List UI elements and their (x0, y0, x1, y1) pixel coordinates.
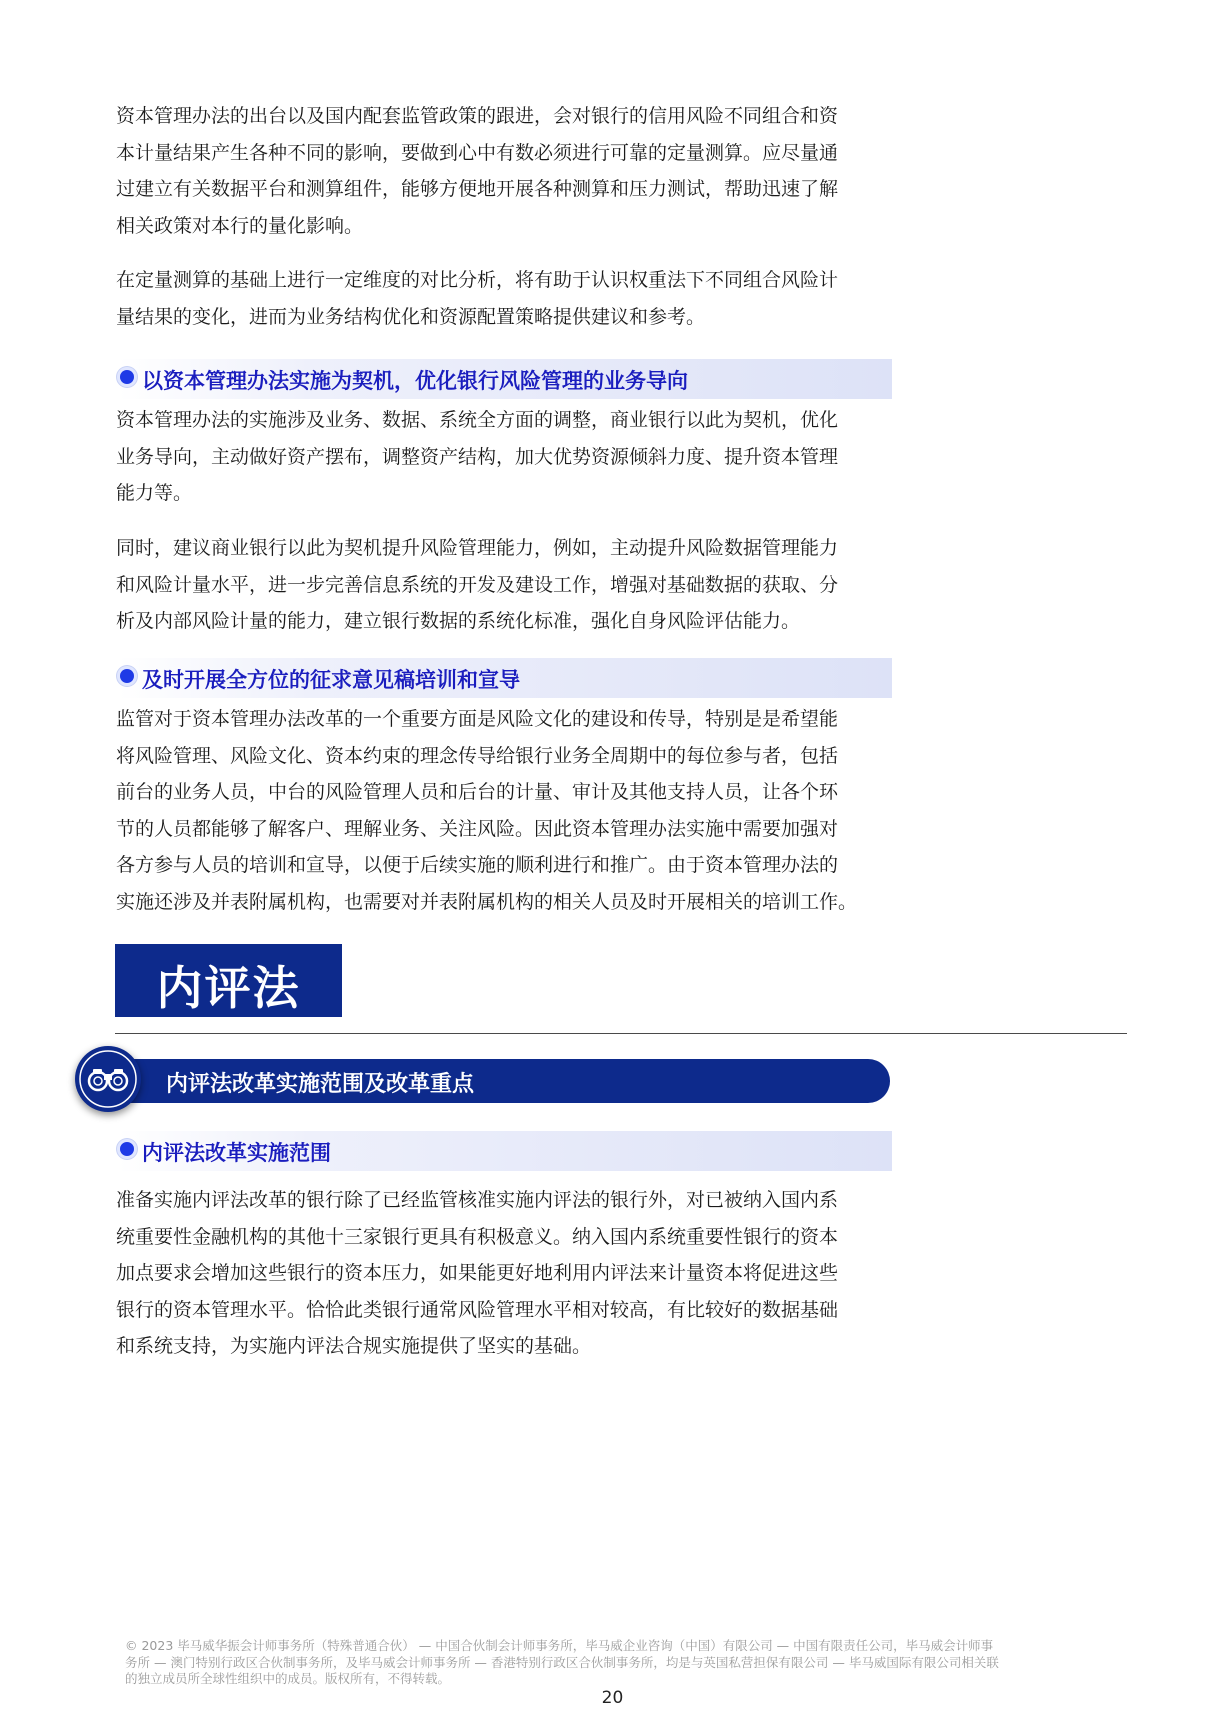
text-line: 资本管理办法的出台以及国内配套监管政策的跟进，会对银行的信用风险不同组合和资 (116, 105, 839, 127)
section-divider (115, 1033, 1127, 1034)
text-line: 节的人员都能够了解客户、理解业务、关注风险。因此资本管理办法实施中需要加强对 (116, 817, 839, 840)
text-line: 过建立有关数据平台和测算组件，能够方便地开展各种测算和压力测试，帮助迅速了解 (116, 178, 839, 201)
text-line: 能力等。 (116, 482, 193, 505)
subheading-training (118, 658, 892, 698)
footer-line: 的独立成员所全球性组织中的成员。版权所有，不得转载。 (125, 1671, 451, 1686)
text-line: 相关政策对本行的量化影响。 (116, 214, 364, 237)
paragraph-risk-culture (116, 701, 896, 921)
text-line: 监管对于资本管理办法改革的一个重要方面是风险文化的建设和传导，特别是是希望能 (116, 708, 839, 730)
copyright-footer (125, 1638, 1115, 1688)
subheading-scope (118, 1131, 892, 1171)
banner-title: 内评法改革实施范围及改革重点 (166, 1072, 475, 1097)
subheading-text: 及时开展全方位的征求意见稿培训和宣导 (142, 668, 520, 692)
text-line: 同时，建议商业银行以此为契机提升风险管理能力，例如，主动提升风险数据管理能力 (116, 537, 839, 559)
text-line: 资本管理办法的实施涉及业务、数据、系统全方面的调整，商业银行以此为契机，优化 (116, 409, 839, 431)
text-line: 各方参与人员的培训和宣导，以便于后续实施的顺利进行和推广。由于资本管理办法的 (116, 854, 839, 877)
binoculars-icon-graphic (75, 1046, 141, 1112)
paragraph-quantitative-measurement (116, 98, 896, 244)
page-number: 20 (601, 1688, 624, 1708)
text-line: 实施还涉及并表附属机构，也需要对并表附属机构的相关人员及时开展相关的培训工作。 (116, 890, 858, 913)
paragraph-business-adjustment (116, 402, 896, 512)
text-line: 将风险管理、风险文化、资本约束的理念传导给银行业务全周期中的每位参与者，包括 (116, 744, 839, 767)
text-line: 量结果的变化，进而为业务结构优化和资源配置策略提供建议和参考。 (116, 305, 706, 328)
section-title: 内评法 (156, 961, 301, 1015)
subheading-text: 以资本管理办法实施为契机，优化银行风险管理的业务导向 (142, 369, 688, 393)
text-line: 和系统支持，为实施内评法合规实施提供了坚实的基础。 (116, 1335, 592, 1358)
text-line: 统重要性金融机构的其他十三家银行更具有积极意义。纳入国内系统重要性银行的资本 (116, 1225, 839, 1248)
text-line: 和风险计量水平，进一步完善信息系统的开发及建设工作，增强对基础数据的获取、分 (116, 573, 839, 596)
section-title-block (115, 944, 342, 1017)
text-line: 加点要求会增加这些银行的资本压力，如果能更好地利用内评法来计量资本将促进这些 (116, 1262, 839, 1285)
footer-line: 务所 — 澳门特别行政区合伙制事务所，及毕马威会计师事务所 — 香港特别行政区合伙制事务所，均是与英国私营担保有限公司 — 毕马威国际有限公司相关联 (125, 1654, 999, 1670)
text-line: 在定量测算的基础上进行一定维度的对比分析，将有助于认识权重法下不同组合风险计 (116, 269, 839, 291)
subheading-business-orientation (118, 359, 892, 399)
binoculars-icon (75, 1046, 141, 1112)
text-line: 银行的资本管理水平。恰恰此类银行通常风险管理水平相对较高，有比较好的数据基础 (116, 1298, 839, 1321)
paragraph-irb-scope (116, 1182, 896, 1365)
bullet-dot-icon (120, 1142, 134, 1156)
text-line: 前台的业务人员，中台的风险管理人员和后台的计量、审计及其他支持人员，让各个环 (116, 781, 839, 804)
footer-line: © 2023 毕马威华振会计师事务所（特殊普通合伙） — 中国合伙制会计师事务所，毕马威企业咨询（中国）有限公司 — 中国有限责任公司，毕马威会计师事 (125, 1638, 994, 1653)
paragraph-comparative-analysis (116, 262, 896, 335)
topic-banner (120, 1059, 890, 1103)
text-line: 业务导向，主动做好资产摆布，调整资产结构，加大优势资源倾斜力度、提升资本管理 (116, 445, 839, 468)
paragraph-risk-capability (116, 530, 896, 640)
bullet-dot-icon (120, 669, 134, 683)
text-line: 析及内部风险计量的能力，建立银行数据的系统化标准，强化自身风险评估能力。 (116, 610, 801, 633)
text-line: 准备实施内评法改革的银行除了已经监管核准实施内评法的银行外，对已被纳入国内系 (116, 1189, 839, 1211)
bullet-dot-icon (120, 370, 134, 384)
subheading-text: 内评法改革实施范围 (142, 1141, 331, 1165)
text-line: 本计量结果产生各种不同的影响，要做到心中有数必须进行可靠的定量测算。应尽量通 (116, 141, 839, 164)
